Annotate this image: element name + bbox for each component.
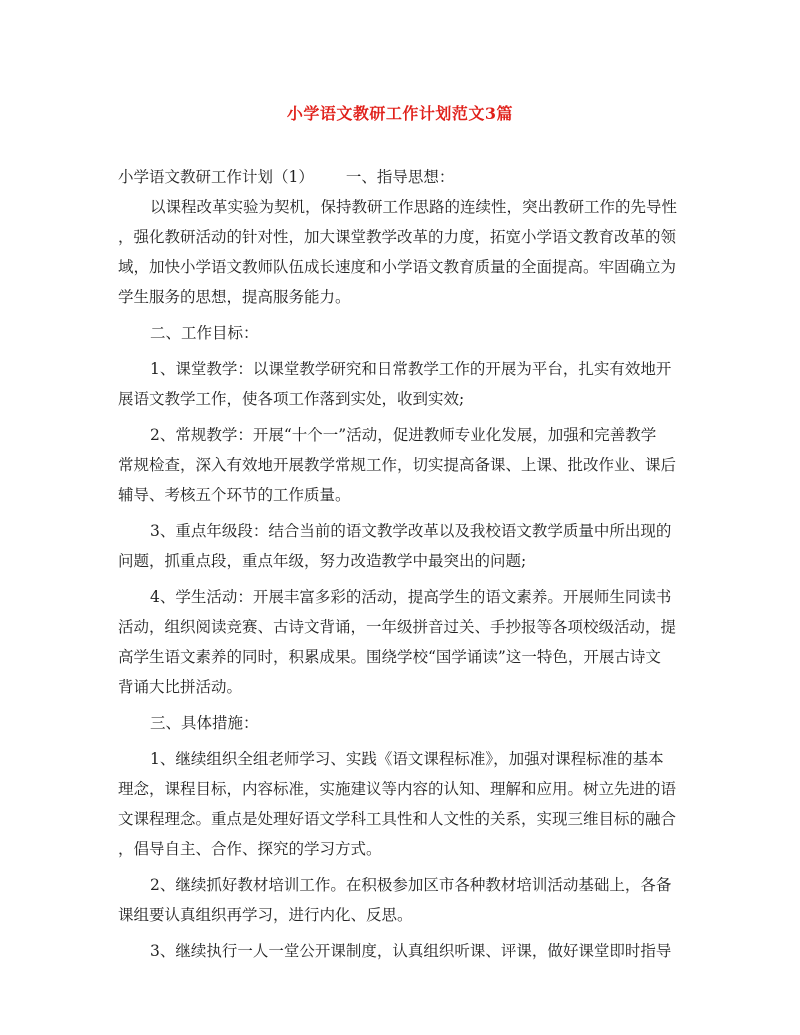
- section-heading-measures: 三、具体措施：: [150, 714, 259, 732]
- paragraph-line: 背诵大比拼活动。: [118, 678, 243, 696]
- paragraph-line: 2、常规教学：开展“十个一”活动，促进教师专业化发展，加强和完善教学: [150, 426, 657, 444]
- paragraph-line: 4、学生活动：开展丰富多彩的活动，提高学生的语文素养。开展师生同读书: [150, 588, 672, 606]
- paragraph-line: 1、继续组织全组老师学习、实践《语文课程标准》，加强对课程标准的基本: [150, 750, 664, 768]
- intro-line: [118, 162, 692, 192]
- section-heading-work-goals: 二、工作目标：: [150, 324, 259, 342]
- paragraph-line: 常规检查，深入有效地开展教学常规工作，切实提高备课、上课、批改作业、课后: [118, 456, 677, 474]
- plan-label: 小学语文教研工作计划（1）: [118, 168, 314, 186]
- document-title: 小学语文教研工作计划范文3篇: [286, 104, 514, 123]
- paragraph-line: 问题，抓重点段，重点年级，努力改造教学中最突出的问题;: [118, 552, 527, 570]
- paragraph-line: 活动，组织阅读竞赛、古诗文背诵，一年级拼音过关、手抄报等各项校级活动，提: [118, 618, 677, 636]
- paragraph-line: 辅导、考核五个环节的工作质量。: [118, 486, 351, 504]
- paragraph-line: ，强化教研活动的针对性，加大课堂教学改革的力度，拓宽小学语文教育改革的领: [118, 228, 677, 246]
- document-body: [118, 162, 692, 966]
- paragraph-line: 高学生语文素养的同时，积累成果。围绕学校“国学诵读”这一特色，开展古诗文: [118, 648, 661, 666]
- paragraph-line: 2、继续抓好教材培训工作。在积极参加区市各种教材培训活动基础上，各备: [150, 876, 672, 894]
- paragraph-line: 3、继续执行一人一堂公开课制度，认真组织听课、评课，做好课堂即时指导: [150, 942, 672, 960]
- paragraph-line: 1、课堂教学：以课堂教学研究和日常教学工作的开展为平台，扎实有效地开: [150, 360, 672, 378]
- paragraph-line: 展语文教学工作，使各项工作落到实处，收到实效;: [118, 390, 465, 408]
- paragraph-line: 以课程改革实验为契机，保持教研工作思路的连续性，突出教研工作的先导性: [150, 198, 678, 216]
- paragraph-line: ，倡导自主、合作、探究的学习方式。: [118, 840, 382, 858]
- section-heading-guiding-ideas: 一、指导思想：: [345, 168, 455, 186]
- paragraph-line: 理念，课程目标，内容标准，实施建议等内容的认知、理解和应用。树立先进的语: [118, 780, 677, 798]
- paragraph-line: 学生服务的思想，提高服务能力。: [118, 288, 351, 306]
- paragraph-line: 域，加快小学语文教师队伍成长速度和小学语文教育质量的全面提高。牢固确立为: [118, 258, 677, 276]
- paragraph-line: 课组要认真组织再学习，进行内化、反思。: [118, 906, 413, 924]
- paragraph-line: 文课程理念。重点是处理好语文学科工具性和人文性的关系，实现三维目标的融合: [118, 810, 677, 828]
- paragraph-line: 3、重点年级段：结合当前的语文教学改革以及我校语文教学质量中所出现的: [150, 522, 672, 540]
